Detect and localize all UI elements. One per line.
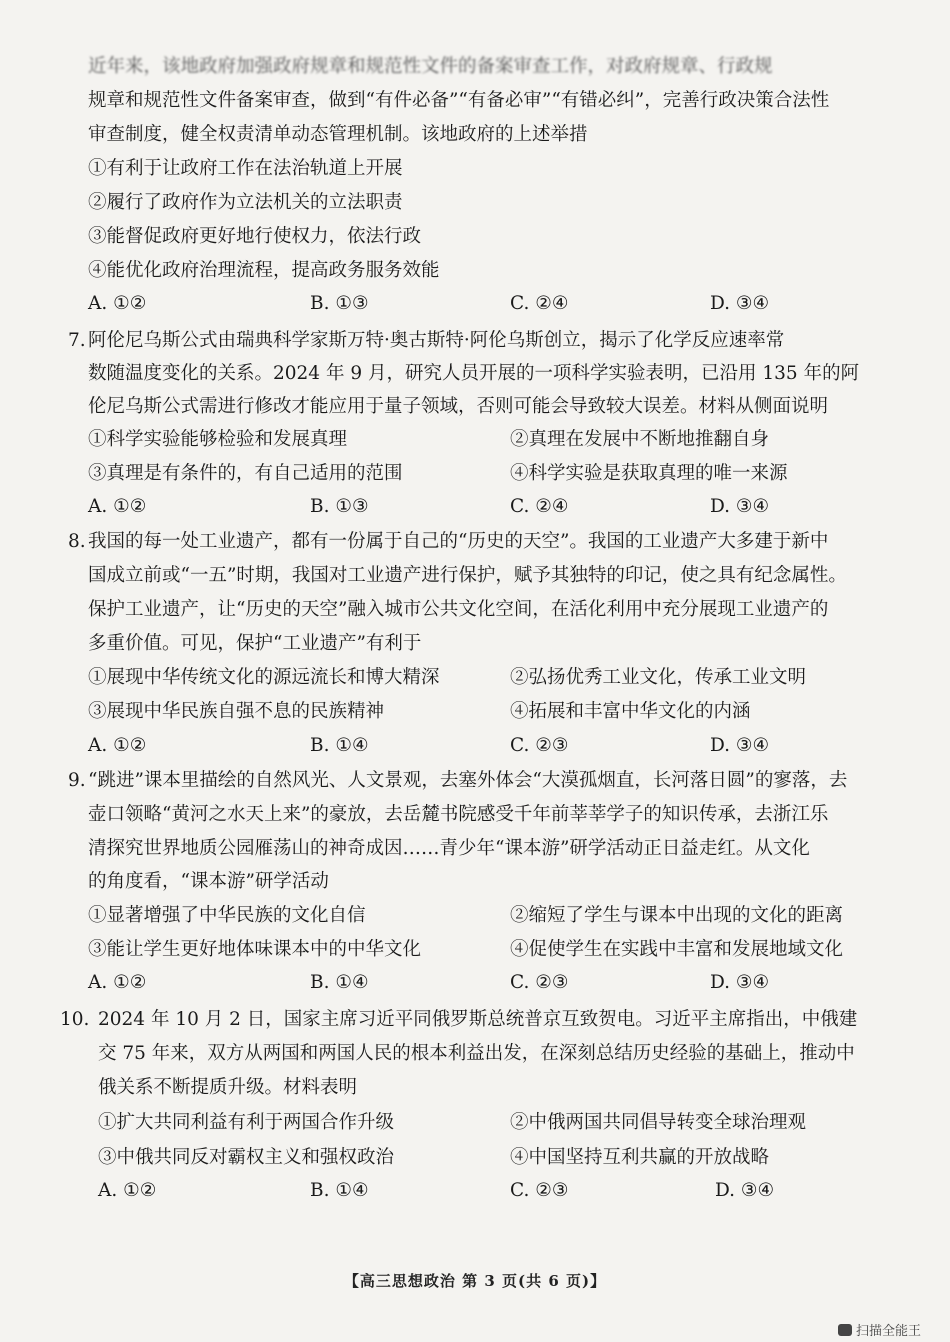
q8-statement-2: ②弘扬优秀工业文化，传承工业文明 [510,667,807,688]
q10-statement-4: ④中国坚持互利共赢的开放战略 [510,1147,770,1168]
q10-choice-a[interactable]: A. ①② [98,1180,157,1201]
q10-choice-c[interactable]: C. ②③ [510,1180,569,1201]
q9-statement-2: ②缩短了学生与课本中出现的文化的距离 [510,905,844,926]
q7-choice-d[interactable]: D. ③④ [710,496,770,517]
q6-stem-line-2: 审查制度，健全权责清单动态管理机制。该地政府的上述举措 [88,124,588,145]
q9-statement-3: ③能让学生更好地体味课本中的中华文化 [88,939,422,960]
q6-choice-a[interactable]: A. ①② [88,293,147,314]
q10-choice-d[interactable]: D. ③④ [715,1180,775,1201]
q8-stem-line-3: 保护工业遗产，让“历史的天空”融入城市公共文化空间，在活化利用中充分展现工业遗产的 [88,599,829,620]
q6-choice-c[interactable]: C. ②④ [510,293,569,314]
q10-stem-line-1: 2024 年 10 月 2 日，国家主席习近平同俄罗斯总统普京互致贺电。习近平主席指出，中俄建 [98,1009,858,1030]
q10-stem-line-3: 俄关系不断提质升级。材料表明 [98,1077,358,1098]
q10-choice-b[interactable]: B. ①④ [310,1180,369,1201]
scanner-watermark [838,1320,921,1339]
q8-number: 8. [68,531,86,552]
q8-choice-c[interactable]: C. ②③ [510,735,569,756]
q10-statement-3: ③中俄共同反对霸权主义和强权政治 [98,1147,395,1168]
q7-number: 7. [68,330,86,351]
page-footer: 【高三思想政治 第 3 页(共 6 页)】 [343,1272,607,1290]
scanner-watermark-text: 扫描全能王 [856,1324,922,1339]
q7-choice-c[interactable]: C. ②④ [510,496,569,517]
q10-statement-2: ②中俄两国共同倡导转变全球治理观 [510,1112,807,1133]
q8-statement-1: ①展现中华传统文化的源远流长和博大精深 [88,667,440,688]
q6-stem-line-1: 规章和规范性文件备案审查，做到“有件必备”“有备必审”“有错必纠”，完善行政决策合法性 [88,90,830,111]
q8-statement-4: ④拓展和丰富中华文化的内涵 [510,701,751,722]
q6-cut-line: 近年来，该地政府加强政府规章和规范性文件的备案审查工作，对政府规章、行政规 [88,56,773,77]
q8-choice-d[interactable]: D. ③④ [710,735,770,756]
q8-choice-b[interactable]: B. ①④ [310,735,369,756]
q7-statement-1: ①科学实验能够检验和发展真理 [88,429,348,450]
q10-stem-line-2: 交 75 年来，双方从两国和两国人民的根本利益出发，在深刻总结历史经验的基础上，推动中 [98,1043,855,1064]
q9-statement-1: ①显著增强了中华民族的文化自信 [88,905,366,926]
q8-choice-a[interactable]: A. ①② [88,735,147,756]
q10-number: 10. [60,1009,90,1030]
q6-choice-d[interactable]: D. ③④ [710,293,770,314]
q8-statement-3: ③展现中华民族自强不息的民族精神 [88,701,385,722]
q8-stem-line-1: 我国的每一处工业遗产，都有一份属于自己的“历史的天空”。我国的工业遗产大多建于新中 [88,531,829,552]
q7-stem-line-2: 数随温度变化的关系。2024 年 9 月，研究人员开展的一项科学实验表明，已沿用 135 年的阿 [88,363,860,384]
q9-stem-line-1: “跳进”课本里描绘的自然风光、人文景观，去塞外体会“大漠孤烟直，长河落日圆”的寥落，去 [88,770,848,791]
q7-choice-b[interactable]: B. ①③ [310,496,369,517]
q6-choice-b[interactable]: B. ①③ [310,293,369,314]
q6-statement-1: ①有利于让政府工作在法治轨道上开展 [88,158,403,179]
scanner-app-icon [838,1324,852,1336]
q9-choice-b[interactable]: B. ①④ [310,972,369,993]
q9-stem-line-4: 的角度看，“课本游”研学活动 [88,871,329,892]
q7-statement-2: ②真理在发展中不断地推翻自身 [510,429,770,450]
q7-stem-line-1: 阿伦尼乌斯公式由瑞典科学家斯万特·奥古斯特·阿伦乌斯创立，揭示了化学反应速率常 [88,330,785,351]
q7-statement-3: ③真理是有条件的，有自己适用的范围 [88,463,403,484]
q7-choice-a[interactable]: A. ①② [88,496,147,517]
q9-choice-d[interactable]: D. ③④ [710,972,770,993]
q8-stem-line-2: 国成立前或“一五”时期，我国对工业遗产进行保护，赋予其独特的印记，使之具有纪念属性。 [88,565,847,586]
q6-statement-2: ②履行了政府作为立法机关的立法职责 [88,192,403,213]
q6-statement-3: ③能督促政府更好地行使权力，依法行政 [88,226,422,247]
q7-statement-4: ④科学实验是获取真理的唯一来源 [510,463,788,484]
q9-choice-c[interactable]: C. ②③ [510,972,569,993]
q10-statement-1: ①扩大共同利益有利于两国合作升级 [98,1112,395,1133]
q7-stem-line-3: 伦尼乌斯公式需进行修改才能应用于量子领域，否则可能会导致较大误差。材料从侧面说明 [88,396,829,417]
q9-statement-4: ④促使学生在实践中丰富和发展地域文化 [510,939,844,960]
q8-stem-line-4: 多重价值。可见，保护“工业遗产”有利于 [88,633,422,654]
q9-stem-line-3: 清探究世界地质公园雁荡山的神奇成因……青少年“课本游”研学活动正日益走红。从文化 [88,838,810,859]
q9-choice-a[interactable]: A. ①② [88,972,147,993]
q9-stem-line-2: 壶口领略“黄河之水天上来”的豪放，去岳麓书院感受千年前莘莘学子的知识传承，去浙江乐 [88,804,829,825]
q9-number: 9. [68,770,86,791]
q6-statement-4: ④能优化政府治理流程，提高政务服务效能 [88,260,440,281]
